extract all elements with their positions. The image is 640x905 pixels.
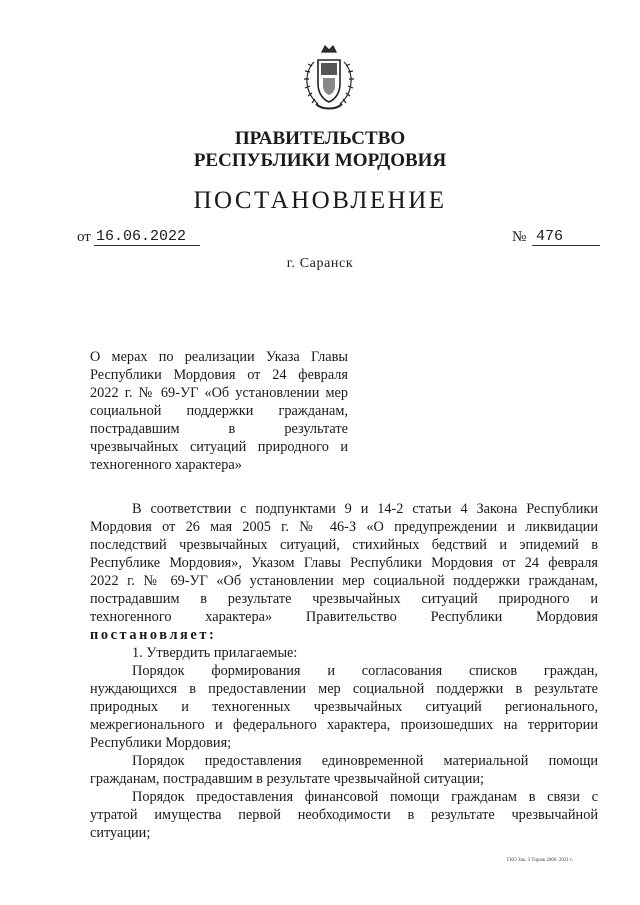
subject-line: пострадавшим в результате: [90, 421, 348, 437]
number-prefix: №: [512, 229, 527, 245]
body-line: 2022 г. № 69-УГ «Об установлении мер социальной поддержки гражданам,: [90, 573, 598, 589]
organization-name-line1: ПРАВИТЕЛЬСТВО: [234, 128, 406, 149]
number-underline: [532, 245, 600, 246]
coat-of-arms-emblem-icon: [300, 42, 358, 114]
body-line: утратой имущества первой необходимости в результате чрезвычайной: [90, 807, 598, 823]
document-type-title: ПОСТАНОВЛЕНИЕ: [193, 187, 447, 214]
body-line: Порядок предоставления единовременной материальной помощи: [132, 753, 598, 769]
print-footer: ГКО Зак. 3 Тираж 2000. 2021 г.: [507, 858, 573, 863]
body-line: последствий чрезвычайных ситуаций, стихийных бедствий и эпидемий в: [90, 537, 598, 553]
body-line: пострадавшим в результате чрезвычайных ситуаций природного и: [90, 591, 598, 607]
body-line: Порядок предоставления финансовой помощи гражданам в связи с: [132, 789, 598, 805]
body-line: Мордовия от 26 мая 2005 г. № 46-З «О предупреждении и ликвидации: [90, 519, 598, 535]
body-line: техногенного характера» Правительство Республики Мордовия: [90, 609, 598, 625]
body-line: гражданам, пострадавшим в результате чрезвычайной ситуации;: [90, 771, 485, 787]
body-line: межрегионального и федерального характера, произошедших на территории: [90, 717, 598, 733]
body-line-resolves: постановляет:: [90, 627, 217, 643]
subject-line: 2022 г. № 69-УГ «Об установлении мер: [90, 385, 348, 401]
body-line: Республике Мордовия», Указом Главы Республики Мордовия от 24 февраля: [90, 555, 598, 571]
document-date: 16.06.2022: [96, 228, 187, 245]
date-underline: [94, 245, 200, 246]
document-subject: [90, 348, 348, 474]
body-line: В соответствии с подпунктами 9 и 14-2 статьи 4 Закона Республики: [132, 501, 598, 517]
body-line: Республики Мордовия;: [90, 735, 232, 751]
subject-line: О мерах по реализации Указа Главы: [90, 349, 348, 365]
document-number: 476: [536, 228, 564, 245]
subject-line: социальной поддержки гражданам,: [90, 403, 348, 419]
body-line: Порядок формирования и согласования списков граждан,: [132, 663, 598, 679]
organization-name-line2: РЕСПУБЛИКИ МОРДОВИЯ: [193, 150, 447, 171]
body-line: нуждающихся в предоставлении мер социальной поддержки в результате: [90, 681, 598, 697]
subject-line: техногенного характера»: [90, 457, 242, 473]
document-body: [90, 500, 598, 842]
body-line: ситуации;: [90, 825, 151, 841]
body-line: природных и техногенных чрезвычайных ситуаций регионального,: [90, 699, 598, 715]
body-line: 1. Утвердить прилагаемые:: [132, 645, 298, 661]
document-city: г. Саранск: [286, 256, 354, 271]
subject-line: чрезвычайных ситуаций природного и: [90, 439, 348, 455]
subject-line: Республики Мордовия от 24 февраля: [90, 367, 348, 383]
date-prefix: от: [77, 229, 91, 245]
